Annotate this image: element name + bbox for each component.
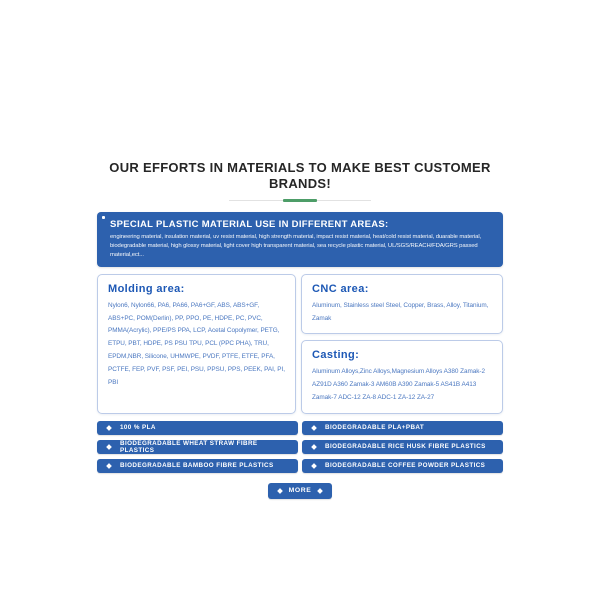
cnc-area-card (301, 274, 503, 335)
molding-area-heading: Molding area: (108, 282, 185, 295)
cnc-area-heading: CNC area: (312, 282, 369, 295)
material-cards (97, 274, 503, 414)
cnc-area-body: Aluminum, Stainless steel Steel, Copper, Brass, Alloy, Titanium, Zamak (312, 301, 489, 322)
section-title: OUR EFFORTS IN MATERIALS TO MAKE BEST CUSTOMER BRANDS! (109, 160, 491, 192)
divider-accent (283, 199, 317, 202)
right-card-column (301, 274, 503, 414)
material-button-pla-pbat[interactable] (302, 421, 503, 435)
material-button-rice-husk[interactable] (302, 440, 503, 454)
diamond-icon (106, 425, 112, 431)
diamond-icon (277, 488, 283, 494)
material-button-label: BIODEGRADABLE COFFEE POWDER PLASTICS (325, 462, 486, 470)
casting-card (301, 340, 503, 413)
materials-section (97, 0, 503, 499)
banner-body: engineering material, insulation material, uv resist material, high strength material, impact resist material, heat/cold resist material, duarable material, biodegradable material, high glossy material, light cover high transparent material, sea recycle plastic material, UL/SGS/REACH/FDA/GRS passed material,ect... (110, 233, 482, 259)
material-button-100-pla[interactable] (97, 421, 298, 435)
more-button[interactable] (268, 483, 333, 499)
material-button-coffee-powder[interactable] (302, 459, 503, 473)
special-material-banner (97, 212, 503, 267)
molding-area-body: Nylon6, Nylon66, PA6, PA66, PA6+GF, ABS, ABS+GF, ABS+PC, POM(Derlin), PP, PPO, PE, HDPE, PC, PVC, PMMA(Acrylic), PPE/PS PPA, LCP, Acetal Copolymer, PETG, ETPU, PBT, HDPE, PS PSU TPU, PCL (PPC PHA), TRU, EPDM,NBR, Silicone, UHMWPE, PVDF, PTFE, ETFE, PFA, PCTFE, FEP, PVF, PSF, PEI, PSU, PPSU, PPS, PEEK, PAI, PI, PBI (108, 301, 285, 386)
material-button-grid (97, 421, 503, 473)
molding-area-card (97, 274, 296, 414)
diamond-icon (318, 488, 324, 494)
material-button-label: BIODEGRADABLE BAMBOO FIBRE PLASTICS (120, 462, 274, 470)
more-button-row (97, 480, 503, 499)
material-button-bamboo[interactable] (97, 459, 298, 473)
banner-heading: SPECIAL PLASTIC MATERIAL USE IN DIFFERENT AREAS: (110, 218, 389, 230)
title-divider (229, 200, 371, 201)
material-button-label: 100 % PLA (120, 424, 156, 432)
banner-bullet-icon (102, 216, 105, 219)
casting-body: Aluminum Alloys,Zinc Alloys,Magnesium Alloys A380 Zamak-2 AZ91D A360 Zamak-3 AM60B A390 Zamak-5 AS41B A413 Zamak-7 ADC-12 ZA-8 ADC-1 ZA-12 ZA-27 (312, 368, 485, 402)
diamond-icon (311, 463, 317, 469)
diamond-icon (311, 444, 317, 450)
diamond-icon (106, 463, 112, 469)
material-button-label: BIODEGRADABLE WHEAT STRAW FIBRE PLASTICS (120, 439, 258, 454)
material-button-label: BIODEGRADABLE PLA+PBAT (325, 424, 425, 432)
material-button-wheat-straw[interactable] (97, 440, 298, 454)
diamond-icon (106, 444, 112, 450)
casting-heading: Casting: (312, 349, 360, 362)
material-button-label: BIODEGRADABLE RICE HUSK FIBRE PLASTICS (325, 443, 486, 451)
more-button-label: MORE (288, 487, 312, 495)
diamond-icon (311, 425, 317, 431)
